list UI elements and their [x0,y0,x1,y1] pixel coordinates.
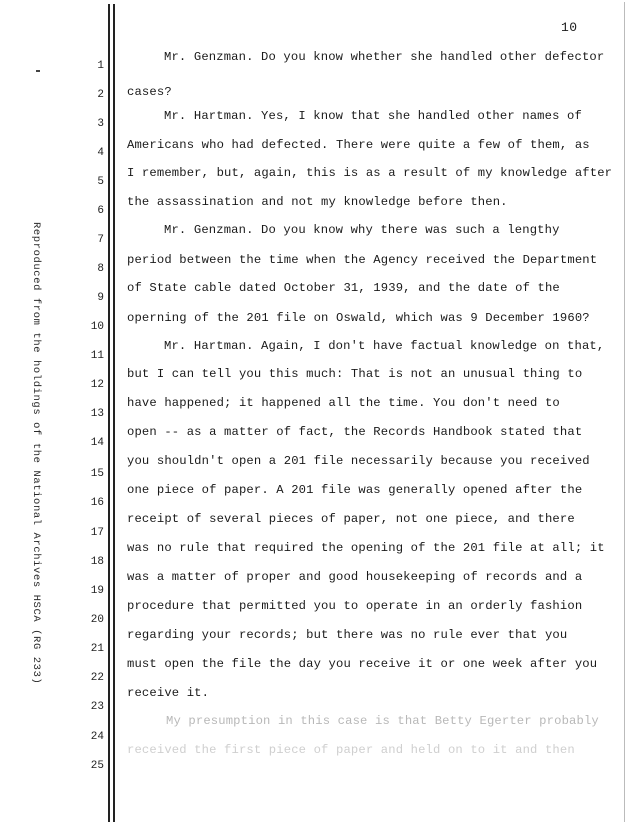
line-number: 20 [90,614,104,626]
scan-speck [36,70,40,72]
transcript-line: Mr. Genzman. Do you know why there was such a lengthy [164,223,560,237]
line-number: 7 [97,234,104,246]
transcript-line: operning of the 201 file on Oswald, which was 9 December 1960? [127,311,590,325]
line-number: 22 [90,672,104,684]
line-number: 24 [90,731,104,743]
line-number: 16 [90,497,104,509]
line-number: 18 [90,556,104,568]
transcript-line: procedure that permitted you to operate in an orderly fashion [127,599,583,613]
line-number: 5 [97,176,104,188]
line-number: 6 [97,205,104,217]
transcript-line: Americans who had defected. There were quite a few of them, as [127,138,590,152]
line-number: 14 [90,437,104,449]
line-number: 3 [97,118,104,130]
transcript-line: must open the file the day you receive it or one week after you [127,657,598,671]
line-number: 15 [90,468,104,480]
line-number: 11 [90,350,104,362]
line-number: 21 [90,643,104,655]
transcript-line: one piece of paper. A 201 file was generally opened after the [127,483,583,497]
transcript-line: the assassination and not my knowledge before then. [127,195,508,209]
transcript-line: have happened; it happened all the time. You don't need to [127,396,560,410]
transcript-line: receipt of several pieces of paper, not one piece, and there [127,512,575,526]
line-number: 1 [97,60,104,72]
transcript-line: you shouldn't open a 201 file necessarily because you received [127,454,590,468]
line-number: 2 [97,89,104,101]
line-number: 9 [97,292,104,304]
transcript-line: Mr. Hartman. Again, I don't have factual knowledge on that, [164,339,605,353]
line-number: 4 [97,147,104,159]
line-number: 23 [90,701,104,713]
transcript-line: was a matter of proper and good housekeeping of records and a [127,570,583,584]
transcript-line: My presumption in this case is that Betty Egerter probably [166,714,599,728]
transcript-line: was no rule that required the opening of the 201 file at all; it [127,541,605,555]
transcript-line: received the first piece of paper and held on to it and then [127,743,575,757]
archive-stamp: Reproduced from the holdings of the National Archives HSCA (RG 233) [30,222,42,685]
page-number: 10 [561,20,578,35]
margin-rule-left [108,4,110,822]
margin-rule-inner [113,4,115,822]
transcript-line: Mr. Hartman. Yes, I know that she handled other names of [164,109,582,123]
transcript-line: receive it. [127,686,210,700]
transcript-line: of State cable dated October 31, 1939, and the date of the [127,281,560,295]
transcript-line: cases? [127,85,172,99]
line-number: 8 [97,263,104,275]
line-number: 17 [90,527,104,539]
page-edge-rule [624,2,625,822]
transcript-line: but I can tell you this much: That is not an unusual thing to [127,367,583,381]
transcript-line: Mr. Genzman. Do you know whether she handled other defector [164,50,605,64]
transcript-line: I remember, but, again, this is as a result of my knowledge after [127,166,613,180]
line-number: 12 [90,379,104,391]
line-number: 10 [90,321,104,333]
line-number: 19 [90,585,104,597]
line-number: 25 [90,760,104,772]
line-number: 13 [90,408,104,420]
transcript-line: regarding your records; but there was no rule ever that you [127,628,568,642]
transcript-line: period between the time when the Agency received the Department [127,253,598,267]
transcript-line: open -- as a matter of fact, the Records Handbook stated that [127,425,583,439]
